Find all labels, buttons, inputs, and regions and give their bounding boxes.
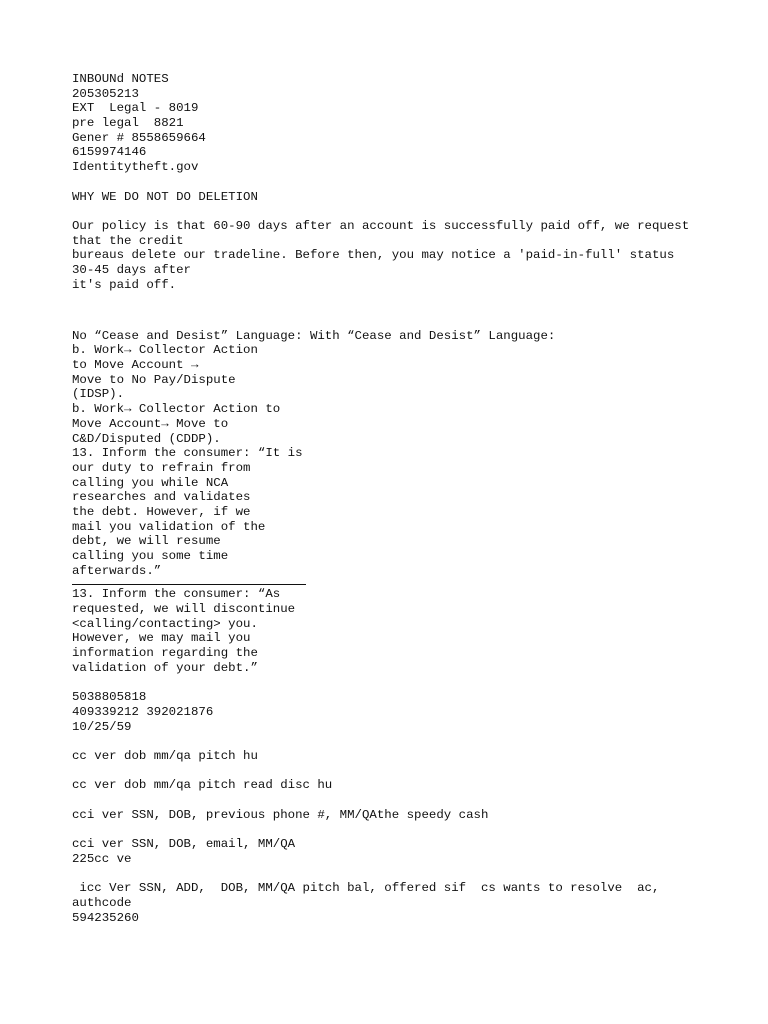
cease-line: However, we may mail you <box>72 631 251 646</box>
header-block <box>72 72 712 175</box>
cease-column <box>72 343 308 675</box>
pre-legal-line: pre legal 8821 <box>72 116 184 131</box>
call-note: authcode <box>72 895 132 910</box>
cease-line: <calling/contacting> you. <box>72 616 258 631</box>
document-page <box>72 72 712 925</box>
cease-line: to Move Account → <box>72 358 199 373</box>
numbers-block <box>72 690 712 734</box>
section-divider <box>72 578 306 585</box>
cease-line: information regarding the <box>72 646 258 661</box>
cease-line: researches and validates <box>72 490 251 505</box>
call-note: 225cc ve <box>72 851 132 866</box>
cease-line: (IDSP). <box>72 387 125 402</box>
deletion-text-line: 30-45 days after <box>72 262 191 277</box>
date-line: 10/25/59 <box>72 719 132 734</box>
cease-line: the debt. However, if we <box>72 504 251 519</box>
ext-legal-line: EXT Legal - 8019 <box>72 101 199 116</box>
call-note: cci ver SSN, DOB, previous phone #, MM/QAthe speedy cash <box>72 807 489 822</box>
cease-line: 13. Inform the consumer: “It is <box>72 446 303 461</box>
cease-line: validation of your debt.” <box>72 660 258 675</box>
cease-line: 13. Inform the consumer: “As <box>72 587 281 602</box>
deletion-text-line: bureaus delete our tradeline. Before then, you may notice a 'paid-in-full' status <box>72 248 675 263</box>
cease-line: Move Account→ Move to <box>72 416 229 431</box>
cease-line: calling you some time <box>72 549 229 564</box>
cease-line: calling you while NCA <box>72 475 229 490</box>
cease-line: debt, we will resume <box>72 534 221 549</box>
call-note: cc ver dob mm/qa pitch hu <box>72 748 258 763</box>
call-notes <box>72 749 712 925</box>
call-note: cc ver dob mm/qa pitch read disc hu <box>72 778 333 793</box>
cease-line: requested, we will discontinue <box>72 602 296 617</box>
reference-number: 205305213 <box>72 86 139 101</box>
deletion-text-line: it's paid off. <box>72 277 177 292</box>
cease-heading: No “Cease and Desist” Language: With “Cease and Desist” Language: <box>72 328 556 343</box>
cease-line: b. Work→ Collector Action <box>72 343 258 358</box>
cease-section <box>72 329 712 676</box>
deletion-text-line: that the credit <box>72 233 184 248</box>
call-note: cci ver SSN, DOB, email, MM/QA <box>72 837 296 852</box>
cease-line: C&D/Disputed (CDDP). <box>72 431 221 446</box>
call-note: 594235260 <box>72 910 139 925</box>
gener-line: Gener # 8558659664 <box>72 130 206 145</box>
cease-line: our duty to refrain from <box>72 460 251 475</box>
number-line: 409339212 392021876 <box>72 704 214 719</box>
cease-line: afterwards.” <box>72 563 162 578</box>
website-line: Identitytheft.gov <box>72 160 199 175</box>
number-line: 5038805818 <box>72 690 147 705</box>
deletion-text-line: Our policy is that 60-90 days after an account is successfully paid off, we request <box>72 218 690 233</box>
cease-line: mail you validation of the <box>72 519 266 534</box>
call-note: icc Ver SSN, ADD, DOB, MM/QA pitch bal, offered sif cs wants to resolve ac, <box>72 881 660 896</box>
notes-title: INBOUNd NOTES <box>72 72 169 86</box>
deletion-section <box>72 190 712 293</box>
cease-line: Move to No Pay/Dispute <box>72 372 236 387</box>
deletion-heading: WHY WE DO NOT DO DELETION <box>72 189 258 204</box>
cease-line: b. Work→ Collector Action to <box>72 402 281 417</box>
phone-number: 6159974146 <box>72 145 147 160</box>
